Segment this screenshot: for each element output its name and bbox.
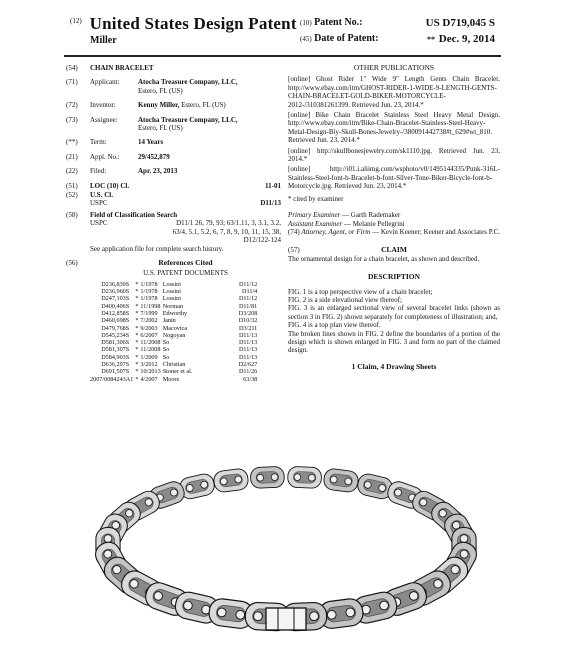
primary-examiner-name: — Garth Rademaker (342, 211, 401, 220)
ref-cited: * (135, 302, 139, 310)
reference-row (90, 376, 257, 383)
ref-name: Lossini (162, 280, 181, 288)
patent-number-row (300, 17, 495, 33)
ref-cited: * (135, 375, 139, 383)
search-line: 63/4, 5.1, 5.2, 6, 7, 8, 9, 10, 11, 15, 38, (172, 227, 281, 236)
field-key: Appl. No.: (90, 152, 120, 161)
ref-name: So (162, 339, 170, 347)
ref-name: Lossini (162, 295, 181, 303)
chain-link (250, 466, 284, 488)
ref-cited: * (135, 346, 139, 354)
field-key: U.S. Cl. (90, 191, 113, 200)
ref-date: 11/1998 (140, 302, 161, 310)
reference-row (90, 354, 257, 361)
claim-heading (288, 246, 500, 254)
ref-class: D3/211 (238, 324, 258, 332)
description-paragraph: The broken lines shown in FIG. 2 define the boundaries of a portion of the design which is shown enlarged in FIG. 3 and form no part of the claimed design. (288, 329, 500, 355)
loc-value: 11-01 (265, 181, 281, 190)
ref-number: D400,406 (101, 302, 126, 310)
ref-kind: S (125, 353, 130, 361)
reference-row (90, 281, 257, 288)
search-note: See application file for complete search history. (90, 244, 224, 253)
field-code: (22) (66, 167, 78, 176)
search-line: D11/1 26, 79, 93; 63/1.11, 3, 3.1, 3.2, (176, 219, 281, 228)
ref-kind: S (125, 346, 130, 354)
inventor-name: Kenny Miller, (138, 101, 180, 110)
claim-title: CLAIM (381, 245, 407, 255)
description-paragraph: FIG. 1 is a top perspective view of a chain bracelet; (288, 287, 433, 296)
field-subkey: USPC (90, 199, 108, 208)
ref-name: Macovica (162, 324, 188, 332)
ref-kind: S (125, 309, 130, 317)
chain-link (323, 468, 359, 493)
ref-date: 1/2009 (140, 353, 158, 361)
reference-row (90, 361, 257, 368)
ref-number: 2007/0084243 (90, 375, 126, 383)
ref-name: Stoner et al. (162, 368, 193, 376)
ref-kind: S (125, 360, 130, 368)
title-field (66, 64, 281, 72)
field-subkey: USPC (90, 219, 108, 228)
filed-field (66, 167, 281, 175)
ref-cited: * (135, 331, 139, 339)
attorney-label: Attorney, Agent, or Firm (301, 227, 371, 236)
ref-cited: * (135, 288, 139, 296)
assistant-examiner-name: — Melanie Pellegrini (344, 219, 405, 228)
ref-name: Edworthy (162, 309, 188, 317)
appl-no-field (66, 153, 281, 161)
patent-number-label: Patent No.: (314, 17, 363, 28)
reference-row (90, 310, 257, 317)
field-code: (21) (66, 152, 78, 161)
patent-date-star: ** (427, 35, 435, 44)
inventor-field (66, 101, 281, 109)
chain-link (213, 468, 249, 493)
reference-row (90, 346, 257, 353)
ref-class: D11/12 (238, 280, 258, 288)
ref-class: D11/13 (238, 331, 258, 339)
ref-kind: A1 (125, 375, 134, 383)
header-code-10: (10) (300, 19, 312, 27)
publication-item: [online] Bike Chain Bracelet Stainless Steel Heavy Metal Design. http://www.ebay.com/itm/Bike-Chain-Bracelet-Stainless-Steel-Heavy-Metal-Design-Biy-Skull-Bones-Jewelry-/380091442738#t_629#wt_810. Retrieved Jun. 23, 2014.* (288, 111, 500, 145)
publication-item: [online] http://skullbonesjewelry.com/sk1110.jpg. Retrieved Jun. 23, 2014.* (288, 146, 500, 164)
description-paragraph: FIG. 3 is an enlarged sectional view of several bracelet links (shown as section 3 in FIG. 2) shown separately for completeness of illustration; and, (288, 304, 500, 321)
ref-name: So (162, 353, 170, 361)
ref-class: D11/81 (238, 302, 258, 310)
publication-item: [online] http://i01.i.aliimg.com/wsphoto/v0/1495144335/Punk-316L-Stainless-Steel-font-b-Bracelet-b-font-Silver-Tone-Biker-Bicycle-font-b-Motorcycle.jpg. Retrieved Jun. 23, 2014.* (288, 165, 500, 191)
ref-number: D636,297 (101, 360, 126, 368)
ref-class: D11/26 (238, 368, 258, 376)
primary-examiner (288, 211, 500, 219)
ref-number: D581,306 (101, 339, 126, 347)
field-code: (72) (66, 101, 78, 110)
header-inventor: Miller (90, 35, 117, 46)
ref-date: 1/1978 (140, 288, 158, 296)
ref-name: Christian (162, 360, 186, 368)
design-title: CHAIN BRACELET (90, 64, 154, 72)
assignee-location: Estero, FL (US) (138, 124, 183, 133)
ref-cited: * (135, 324, 139, 332)
applicant-location: Estero, FL (US) (138, 86, 183, 95)
patent-header-left (70, 14, 297, 34)
reference-row (90, 339, 257, 346)
ref-date: 7/1999 (140, 309, 158, 317)
reference-row (90, 332, 257, 339)
claim-text: The ornamental design for a chain bracelet, as shown and described. (288, 254, 480, 263)
term-value: 14 Years (138, 138, 164, 147)
description-paragraph: FIG. 2 is a side elevational view thereof; (288, 295, 402, 304)
clasp (266, 608, 306, 630)
chain-link (287, 466, 321, 488)
search-line: D12/122-124 (243, 236, 281, 245)
appl-no-value: 29/452,879 (138, 152, 170, 161)
ref-cited: * (135, 295, 139, 303)
reference-row (90, 317, 257, 324)
ref-kind: S (125, 324, 130, 332)
ref-number: D545,234 (101, 331, 126, 339)
ref-cited: * (135, 339, 139, 347)
cited-by-examiner: * cited by examiner (288, 194, 344, 203)
ref-class: D10/32 (238, 317, 258, 325)
ref-number: D460,698 (101, 317, 126, 325)
ref-number: D412,858 (101, 309, 126, 317)
ref-name: Lossini (162, 288, 181, 296)
ref-kind: S (125, 331, 130, 339)
reference-row (90, 325, 257, 332)
assignee-field (66, 116, 281, 133)
patent-type-title: United States Design Patent (89, 14, 297, 33)
reference-row (90, 368, 257, 375)
ref-class: D11/12 (238, 295, 258, 303)
ref-name: So (162, 346, 170, 354)
ref-date: 9/2003 (140, 324, 158, 332)
field-code: (56) (66, 258, 78, 267)
references-heading (66, 259, 281, 267)
ref-name: Nogoyan (162, 331, 186, 339)
attorney (288, 228, 500, 236)
ref-number: D236,960 (101, 288, 126, 296)
ref-class: 63/38 (243, 375, 258, 383)
assistant-examiner-label: Assistant Examiner (288, 219, 343, 228)
references-table (90, 281, 257, 383)
patent-header-right (300, 17, 495, 49)
ref-class: D11/4 (242, 288, 258, 296)
field-code: (**) (66, 138, 78, 147)
field-code: (71) (66, 78, 78, 87)
other-publications-title: OTHER PUBLICATIONS (353, 63, 435, 72)
references-subtitle: U.S. PATENT DOCUMENTS (143, 269, 228, 278)
us-cl-field (66, 191, 281, 208)
ref-class: D2/627 (238, 360, 258, 368)
ref-number: D584,903 (101, 353, 126, 361)
ref-class: D3/208 (238, 309, 258, 317)
field-key: Field of Classification Search (90, 210, 178, 219)
us-cl-value: D11/13 (260, 199, 281, 208)
ref-cited: * (135, 317, 139, 325)
patent-number: US D719,045 S (425, 17, 495, 29)
publications-column (288, 64, 500, 371)
field-key: Inventor: (90, 101, 116, 110)
bibliographic-column (66, 64, 281, 383)
ref-date: 1/1978 (140, 295, 158, 303)
field-code: (51) (66, 181, 78, 190)
filed-value: Apr. 23, 2013 (138, 167, 178, 176)
field-code: (52) (66, 191, 78, 200)
ref-cited: * (135, 309, 139, 317)
field-key: LOC (10) Cl. (90, 181, 130, 190)
search-field (66, 211, 281, 253)
ref-name: Norman (162, 302, 183, 310)
field-code: (74) (288, 227, 300, 236)
field-code: (58) (66, 210, 78, 219)
ref-cited: * (135, 360, 139, 368)
ref-number: D691,507 (101, 368, 126, 376)
references-title: References Cited (158, 257, 213, 267)
field-key: Term: (90, 138, 107, 147)
reference-row (90, 288, 257, 295)
ref-cited: * (135, 280, 139, 288)
ref-name: Janin (162, 317, 176, 325)
field-key: Filed: (90, 167, 107, 176)
loc-field (66, 182, 281, 190)
claims-drawings-count: 1 Claim, 4 Drawing Sheets (351, 361, 437, 371)
applicant-field (66, 78, 281, 95)
ref-class: D11/13 (238, 346, 258, 354)
primary-examiner-label: Primary Examiner (288, 211, 341, 220)
ref-kind: S (125, 280, 130, 288)
assignee-name: Atocha Treasure Company, LLC, (138, 115, 238, 124)
applicant-name: Atocha Treasure Company, LLC, (138, 78, 238, 87)
patent-date-label: Date of Patent: (314, 33, 379, 44)
ref-date: 7/2002 (140, 317, 158, 325)
attorney-name: — Kevin Keener; Keener and Associates P.C. (372, 227, 500, 236)
publication-item: [online] Ghost Rider 1" Wide 9" Length Gents Chain Bracelet. http://www.ebay.com/itm/GHOST-RIDER-1-WIDE-9-LENGTH-GENTS-CHAIN-BRACELET-GOLD-BIKER-MOTORCYCLE-2012-/310381261399. Retrieved Jun. 23, 2014.* (288, 75, 500, 109)
ref-cited: * (135, 368, 139, 376)
field-key: Assignee: (90, 115, 118, 124)
chain-bracelet-drawing (66, 432, 506, 662)
ref-date: 6/2007 (140, 331, 158, 339)
ref-number: D479,768 (101, 324, 126, 332)
field-code: (54) (66, 64, 78, 72)
field-key: Applicant: (90, 78, 120, 87)
ref-kind: S (125, 368, 130, 376)
other-publications-list (288, 75, 500, 190)
ref-date: 11/2008 (140, 346, 161, 354)
description-title: DESCRIPTION (367, 272, 421, 282)
inventor-location: Estero, FL (US) (181, 101, 226, 110)
reference-row (90, 303, 257, 310)
assistant-examiner (288, 220, 500, 228)
ref-kind: S (125, 317, 130, 325)
header-code-45: (45) (300, 35, 312, 43)
ref-kind: S (125, 339, 130, 347)
ref-date: 11/2008 (140, 339, 161, 347)
ref-class: D11/13 (238, 339, 258, 347)
description-paragraph: FIG. 4 is a top plan view thereof. (288, 321, 381, 330)
reference-row (90, 295, 257, 302)
ref-class: D11/13 (238, 353, 258, 361)
field-code: (57) (288, 246, 300, 255)
field-code: (73) (66, 115, 78, 124)
ref-kind: S (125, 302, 130, 310)
header-divider (64, 55, 501, 57)
ref-number: D581,307 (101, 346, 126, 354)
ref-kind: S (125, 288, 130, 296)
ref-date: 4/2007 (140, 375, 158, 383)
ref-date: 10/2013 (140, 368, 161, 376)
ref-number: D236,839 (101, 280, 126, 288)
header-code-12: (12) (70, 17, 82, 25)
patent-date-row (300, 33, 495, 49)
ref-kind: S (125, 295, 130, 303)
ref-date: 1/1978 (140, 280, 158, 288)
ref-number: D247,103 (101, 295, 126, 303)
ref-date: 3/2012 (140, 360, 158, 368)
term-field (66, 138, 281, 146)
ref-cited: * (135, 353, 139, 361)
ref-name: Moore (162, 375, 180, 383)
patent-date: Dec. 9, 2014 (438, 33, 495, 45)
